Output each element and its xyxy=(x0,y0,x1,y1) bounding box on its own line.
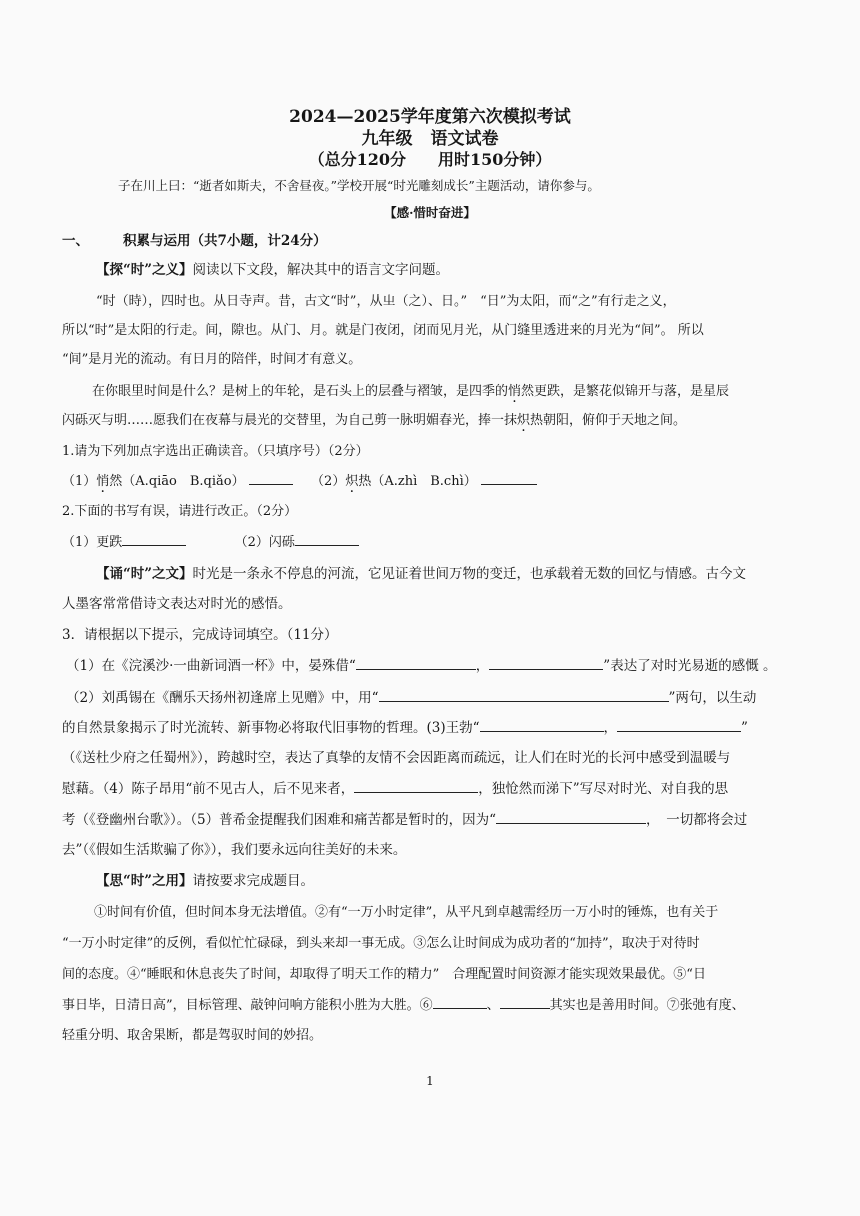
answer-blank[interactable] xyxy=(295,531,359,546)
fill-text: （2）刘禹锡在《酬乐天扬州初逢席上见赠》中，用“ xyxy=(66,690,379,706)
think-text-line: 间的态度。④“睡眠和休息丧失了时间，却取得了明天工作的精力” 合理配置时间资源才能实现效果最优。⑤“日 xyxy=(62,967,706,982)
question-1-stem: 1.请为下列加点字选出正确读音。（只填序号）（2分） xyxy=(62,444,369,459)
answer-blank[interactable] xyxy=(433,994,487,1009)
fill-text: 考（《登幽州台歌》）。（5）普希金提醒我们困难和痛苦都是暂时的，因为“ xyxy=(62,812,496,828)
think-text: 、 xyxy=(486,998,500,1013)
answer-blank[interactable] xyxy=(249,470,293,485)
option-label: （2） xyxy=(311,474,346,489)
section-heading xyxy=(62,229,327,249)
think-text: 其实也是善用时间。⑦张弛有度、 xyxy=(549,998,745,1013)
think-text-line: 轻重分明、取舍果断，都是驾驭时间的妙招。 xyxy=(62,1028,323,1043)
option-label: （1） xyxy=(62,474,97,489)
passage-line: 所以“时”是太阳的行走。间，隙也。从门、月。就是门夜闭，闭而见月光，从门缝里透进来的月光为“间”。 所以 xyxy=(62,323,704,338)
correction-item: （2）闪砾 xyxy=(234,535,295,550)
subject-label: 语文试卷 xyxy=(430,129,499,149)
passage-line xyxy=(92,380,729,399)
recite-tag: 【诵“时”之文】 xyxy=(96,566,193,582)
answer-blank[interactable] xyxy=(480,717,604,732)
question-2-items xyxy=(62,531,359,550)
answer-blank[interactable] xyxy=(379,687,669,702)
page-number: 1 xyxy=(426,1074,434,1088)
passage-text: 然更跌，是繁花似锦开与落，是星辰 xyxy=(521,384,730,399)
explore-heading xyxy=(96,258,449,278)
think-text-line xyxy=(62,994,745,1013)
answer-blank[interactable] xyxy=(356,655,476,670)
fill-text: ”两句，以生动 xyxy=(668,690,757,706)
think-text: 事日毕，日清日高”，目标管理、敲钟问响方能积小胜为大胜。⑥ xyxy=(62,998,433,1013)
section-title: 积累与运用（共7小题，计24分） xyxy=(123,233,327,249)
grade-subject-line xyxy=(0,124,860,149)
poem-fill-line xyxy=(62,777,728,797)
exam-title: 2024—2025学年度第六次模拟考试 xyxy=(289,107,571,127)
dotted-char: 炽 xyxy=(345,474,359,489)
correction-item: （1）更跌 xyxy=(62,535,123,550)
question-2-stem: 2.下面的书写有误，请进行改正。（2分） xyxy=(62,504,298,519)
poem-fill-line xyxy=(66,654,777,674)
passage-line xyxy=(62,409,686,428)
question-3-stem: 3．请根据以下提示，完成诗词填空。（11分） xyxy=(62,627,338,643)
think-text-line: ①时间有价值，但时间本身无法增值。②有“一万小时定律”，从平凡到卓越需经历一万小时的锤炼，也有关于 xyxy=(94,905,719,920)
explore-tag: 【探“时”之义】 xyxy=(96,262,193,278)
poem-fill-line xyxy=(62,716,748,736)
section-number: 一、 xyxy=(62,233,89,249)
fill-text: ， xyxy=(603,720,618,736)
explore-instruction: 阅读以下文段，解决其中的语言文字问题。 xyxy=(192,262,450,278)
fill-text: ， 一切都将会过 xyxy=(646,812,748,828)
recite-heading xyxy=(96,562,746,582)
dotted-char: 悄 xyxy=(508,384,522,399)
question-1-options xyxy=(62,470,537,489)
poem-fill-line: 去”（《假如生活欺骗了你》），我们要永远向往美好的未来。 xyxy=(62,842,407,858)
dotted-char: 悄 xyxy=(96,474,110,489)
think-instruction: 请按要求完成题目。 xyxy=(192,873,315,889)
section-banner: 【感·惜时奋进】 xyxy=(384,205,476,220)
answer-blank[interactable] xyxy=(617,717,741,732)
passage-line: “间”是月光的流动。有日月的陪伴，时间才有意义。 xyxy=(62,352,362,367)
fill-text: ， xyxy=(475,658,490,674)
grade-label: 九年级 xyxy=(361,129,413,149)
poem-fill-line: （《送杜少府之任蜀州》），跨越时空，表达了真挚的友情不会因距离而疏远，让人们在时光的长河中感受到温暖与 xyxy=(62,750,731,766)
answer-blank[interactable] xyxy=(122,531,186,546)
poem-fill-line xyxy=(66,686,756,706)
passage-line: “时（時），四时也。从日寺声。昔，古文“时”，从㞢（之）、日。” “日”为太阳，而“之”有行走之义， xyxy=(96,294,676,309)
fill-text: ”表达了对时光易逝的感慨 。 xyxy=(603,658,777,674)
recite-text: 时光是一条永不停息的河流，它见证着世间万物的变迁，也承载着无数的回忆与情感。古今文 xyxy=(192,566,747,582)
fill-text: ” xyxy=(741,720,748,736)
think-text-line: “一万小时定律”的反例，看似忙忙碌碌，到头来却一事无成。③怎么让时间成为成功者的“加持”，取决于对待时 xyxy=(62,936,700,951)
intro-text: 子在川上曰：“逝者如斯夫，不舍昼夜。”学校开展“时光雕刻成长”主题活动，请你参与。 xyxy=(118,178,600,193)
fill-text: ，独怆然而涕下”写尽对时光、对自我的思 xyxy=(478,781,729,797)
recite-text-line: 人墨客常常借诗文表达对时光的感悟。 xyxy=(62,596,292,612)
passage-text: 热朝阳，俯仰于天地之间。 xyxy=(530,413,687,428)
passage-text: 闪砾灭与明……愿我们在夜幕与晨光的交替里，为自己剪一脉明媚春光，捧一抹 xyxy=(62,413,518,428)
think-heading xyxy=(96,869,314,889)
passage-text: 在你眼里时间是什么？是树上的年轮，是石头上的层叠与褶皱，是四季的 xyxy=(92,384,509,399)
answer-blank[interactable] xyxy=(354,778,478,793)
answer-blank[interactable] xyxy=(481,470,537,485)
answer-blank[interactable] xyxy=(496,809,646,824)
option-text: 热（A.zhì B.chì） xyxy=(358,474,477,489)
fill-text: （1）在《浣溪沙·一曲新词酒一杯》中，晏殊借“ xyxy=(66,658,356,674)
poem-fill-line xyxy=(62,808,747,828)
score-time-line: （总分120分 用时150分钟） xyxy=(308,150,552,169)
fill-text: 的自然景象揭示了时光流转、新事物必将取代旧事物的哲理。(3)王勃“ xyxy=(62,720,480,736)
dotted-char: 炽 xyxy=(517,413,531,428)
option-text: 然（A.qiāo B.qiǎo） xyxy=(109,474,245,489)
answer-blank[interactable] xyxy=(500,994,550,1009)
think-tag: 【思“时”之用】 xyxy=(96,873,193,889)
answer-blank[interactable] xyxy=(489,655,603,670)
fill-text: 慰藉。（4）陈子昂用“前不见古人，后不见来者， xyxy=(62,781,355,797)
